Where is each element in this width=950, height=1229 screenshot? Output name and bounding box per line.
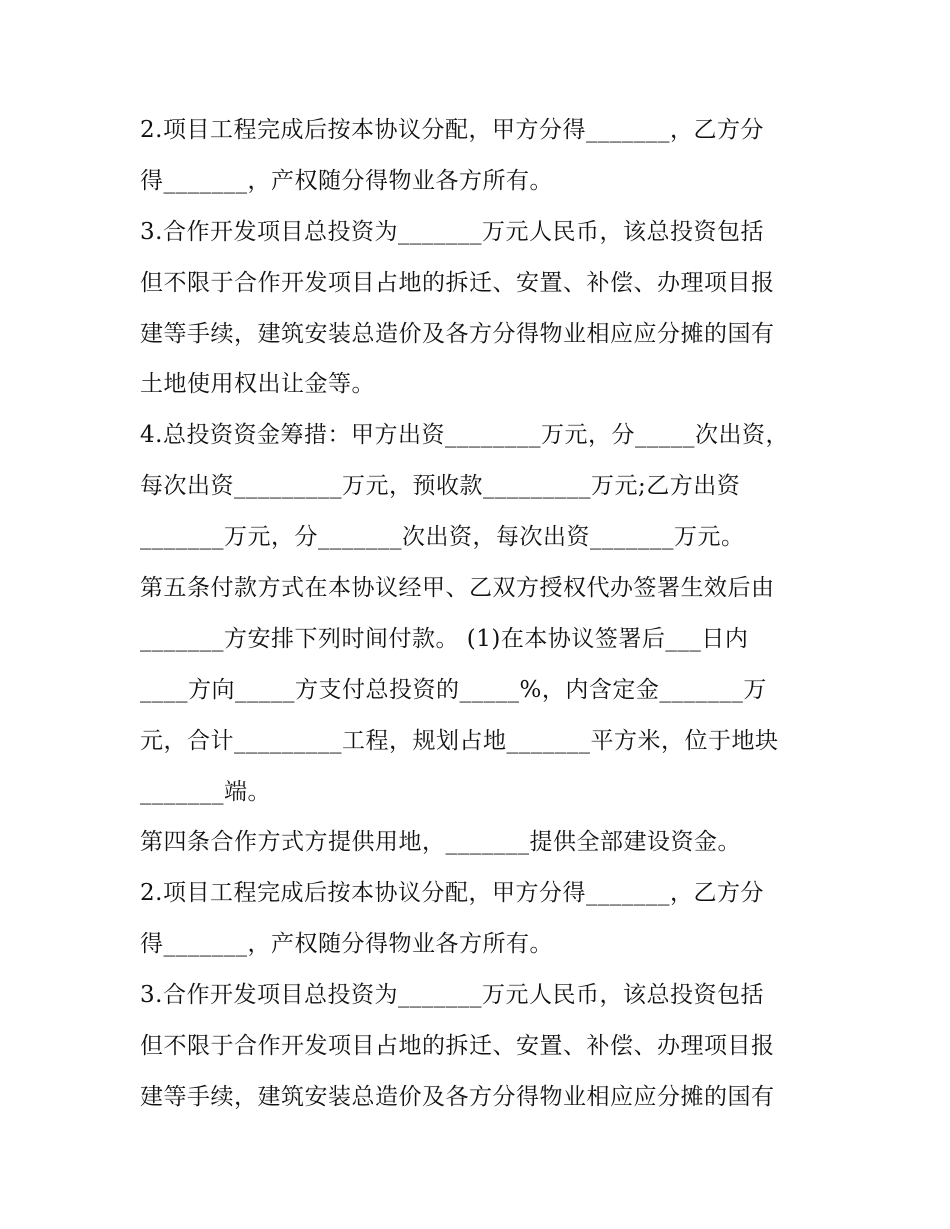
text-line: 4.总投资资金筹措：甲方出资________万元，分_____次出资，	[140, 422, 789, 449]
text-line: _______万元，分_______次出资，每次出资_______万元。	[140, 524, 745, 551]
text-line: 但不限于合作开发项目占地的拆迁、安置、补偿、办理项目报	[140, 1033, 775, 1060]
text-line: ____方向_____方支付总投资的_____%，内含定金_______万	[140, 676, 767, 703]
text-line: 每次出资_________万元，预收款_________万元;乙方出资	[140, 473, 741, 500]
text-line: 建等手续，建筑安装总造价及各方分得物业相应应分摊的国有	[140, 1083, 775, 1110]
text-line: 元，合计_________工程，规划占地_______平方米，位于地块	[140, 727, 779, 754]
text-line: 2.项目工程完成后按本协议分配，甲方分得_______，乙方分	[140, 117, 764, 143]
document-body	[140, 105, 830, 1123]
text-line: 得_______，产权随分得物业各方所有。	[140, 931, 553, 958]
text-line: 3.合作开发项目总投资为_______万元人民币，该总投资包括	[140, 982, 764, 1009]
text-line: _______方安排下列时间付款。 (1)在本协议签署后___日内	[140, 625, 749, 652]
text-line: 土地使用权出让金等。	[140, 371, 375, 398]
text-line: 3.合作开发项目总投资为_______万元人民币，该总投资包括	[140, 218, 764, 245]
text-line: _______端。	[140, 778, 271, 805]
text-line: 第四条合作方式方提供用地，_______提供全部建设资金。	[140, 829, 741, 856]
text-line: 建等手续，建筑安装总造价及各方分得物业相应应分摊的国有	[140, 320, 775, 347]
text-line: 第五条付款方式在本协议经甲、乙双方授权代办签署生效后由	[140, 575, 775, 602]
text-line: 2.项目工程完成后按本协议分配，甲方分得_______，乙方分	[140, 880, 764, 907]
text-line: 得_______，产权随分得物业各方所有。	[140, 167, 553, 194]
text-line: 但不限于合作开发项目占地的拆迁、安置、补偿、办理项目报	[140, 269, 775, 296]
